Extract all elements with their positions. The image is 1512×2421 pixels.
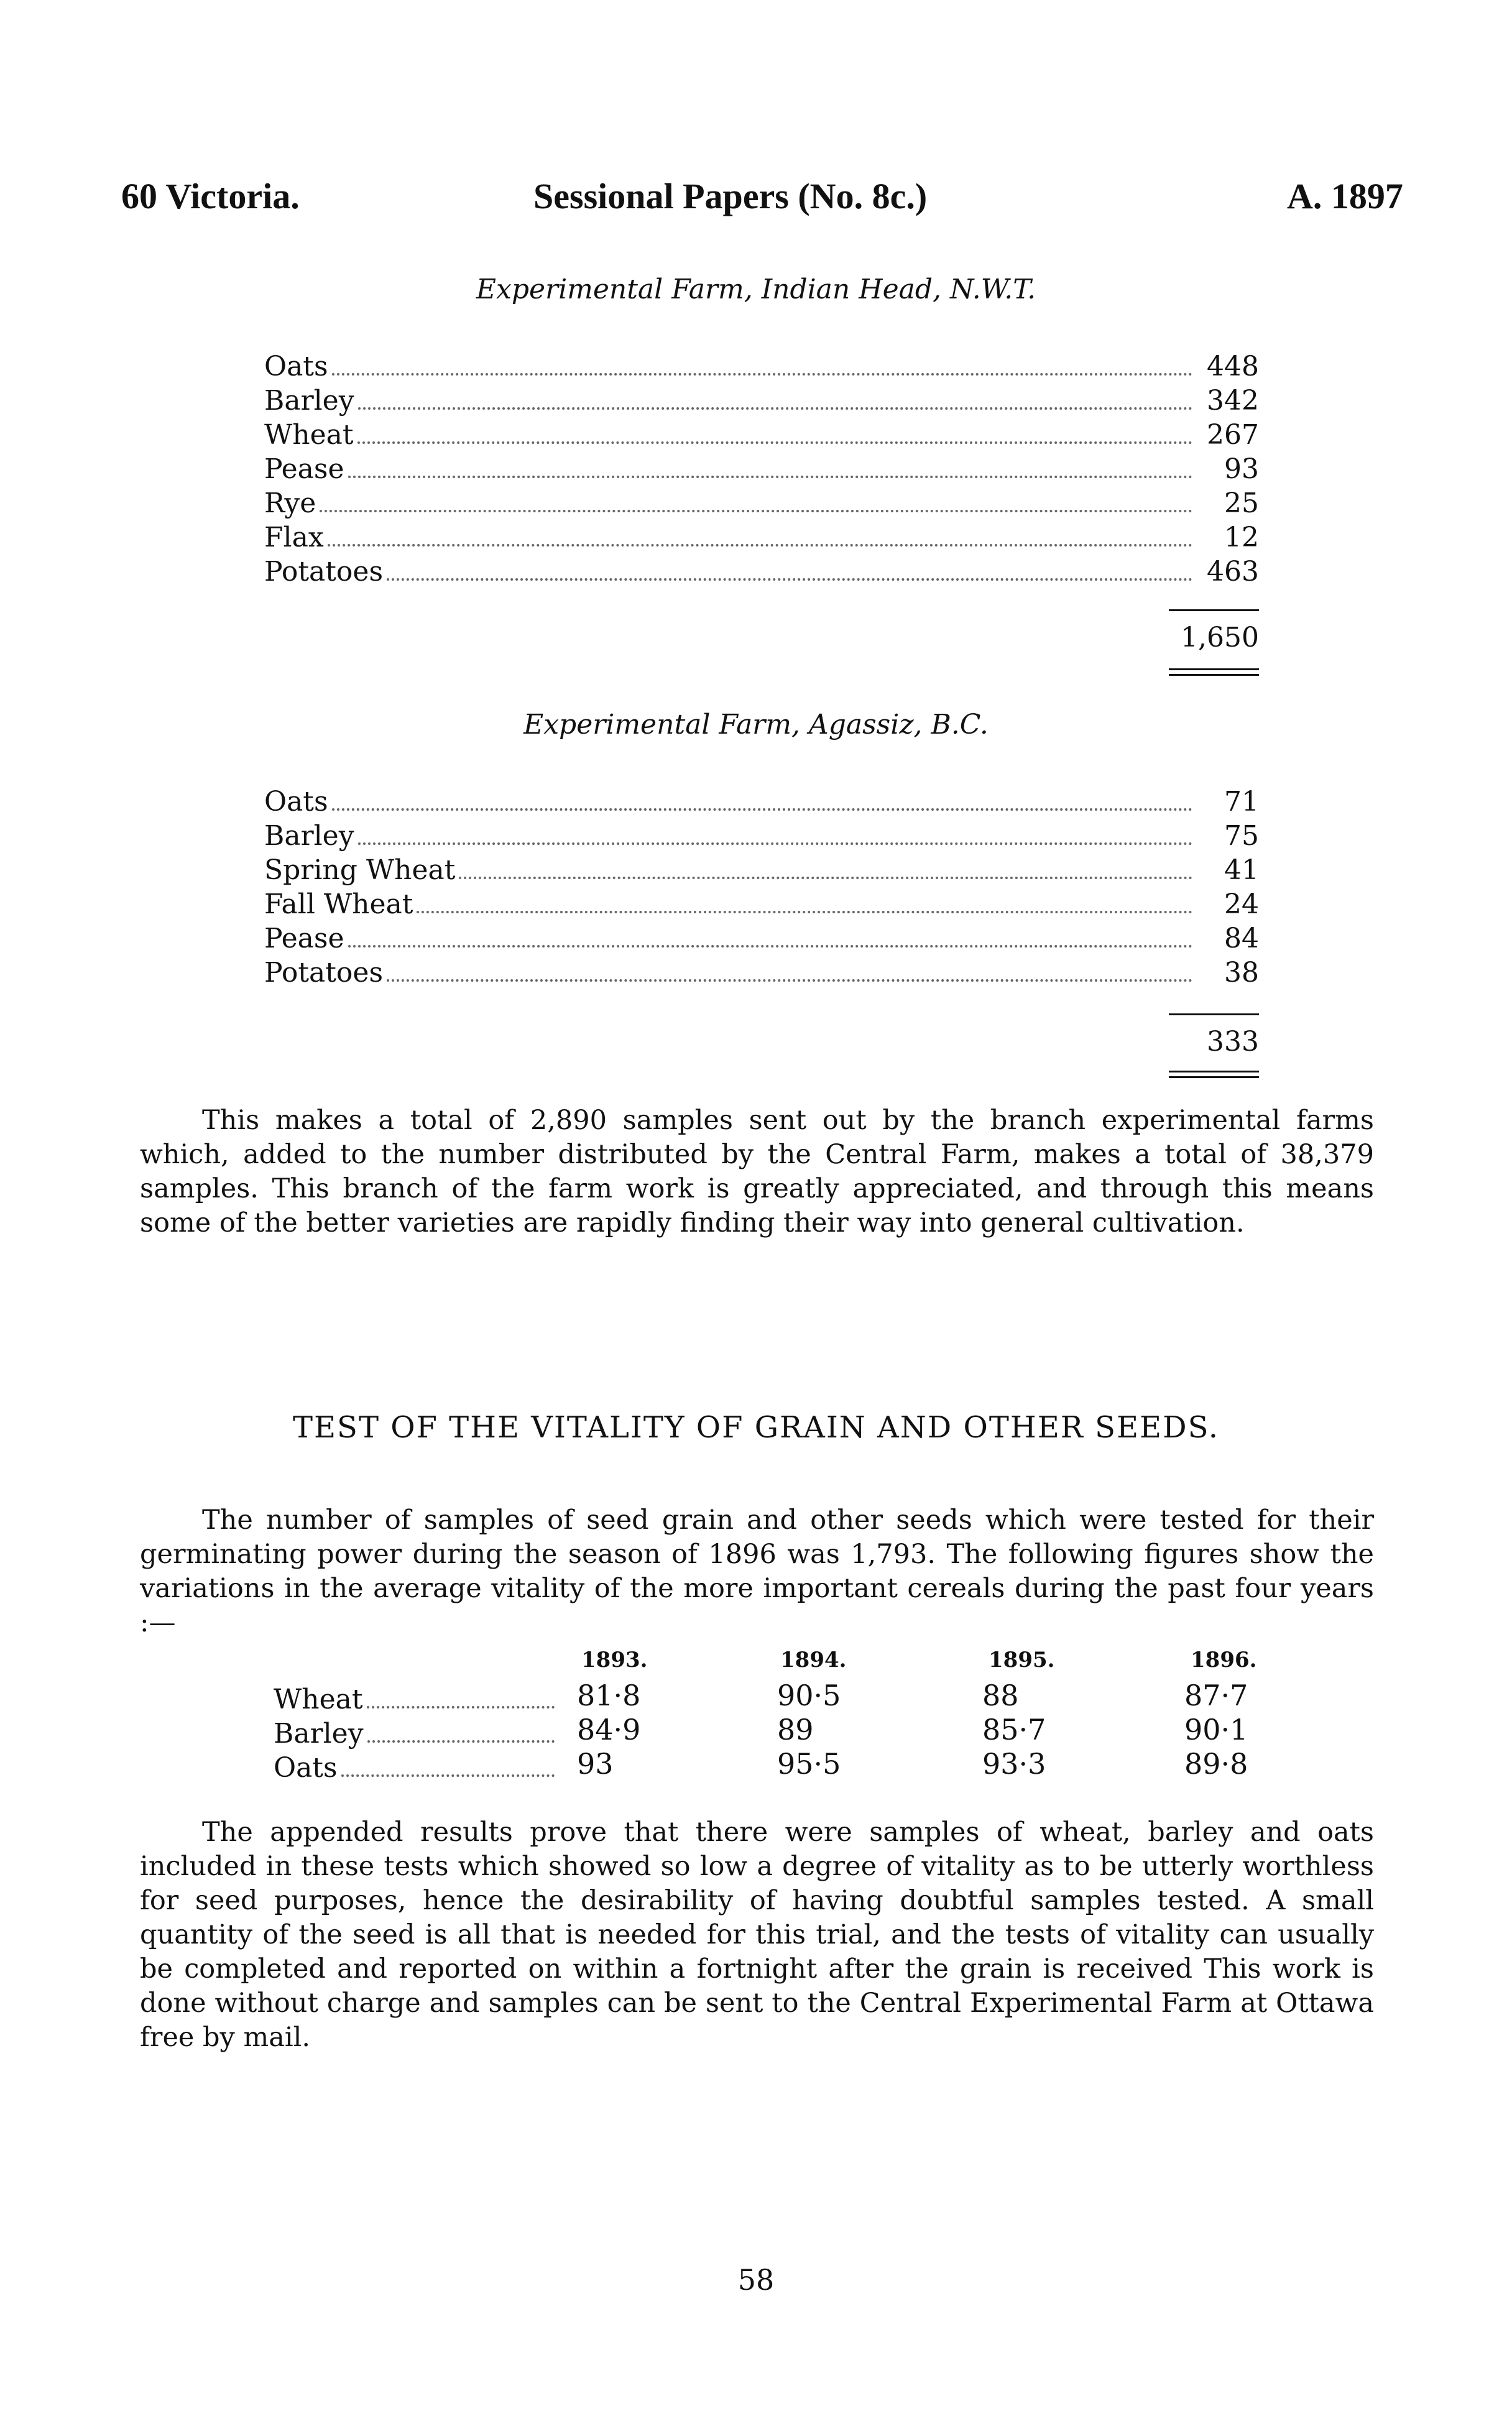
item-name: Pease — [264, 453, 344, 485]
total-double-rule — [1169, 1071, 1259, 1078]
year-header: 1895. — [989, 1648, 1055, 1672]
table-cell: 85·7 — [982, 1713, 1046, 1746]
item-name: Pease — [264, 923, 344, 954]
table-cell: 90·5 — [777, 1679, 841, 1712]
item-value: 71 — [1224, 786, 1259, 818]
item-value: 463 — [1207, 556, 1259, 588]
item-value: 38 — [1224, 957, 1259, 989]
item-name: Wheat — [264, 419, 354, 451]
table-cell: 88 — [982, 1679, 1019, 1712]
item-name: Flax — [264, 522, 324, 553]
year-header: 1896. — [1191, 1648, 1257, 1672]
list-item — [264, 452, 1259, 486]
item-value: 448 — [1207, 351, 1259, 382]
item-value: 84 — [1224, 923, 1259, 954]
list-item — [264, 418, 1259, 452]
item-value: 342 — [1207, 385, 1259, 417]
item-name: Spring Wheat — [264, 854, 456, 886]
item-name: Fall Wheat — [264, 888, 413, 920]
table-cell: 84·9 — [577, 1713, 641, 1746]
sum-rule — [1169, 1013, 1259, 1015]
table-row-label — [274, 1684, 560, 1716]
item-name: Barley — [264, 385, 354, 417]
header-center: Sessional Papers (No. 8c.) — [533, 176, 928, 216]
list-item — [264, 956, 1259, 990]
item-value: 25 — [1224, 487, 1259, 519]
header-right: A. 1897 — [1287, 176, 1403, 216]
row-name: Barley — [274, 1718, 364, 1750]
indian-head-total: 1,650 — [1181, 622, 1259, 653]
item-value: 267 — [1207, 419, 1259, 451]
item-name: Barley — [264, 820, 354, 852]
list-item — [264, 887, 1259, 921]
year-header: 1894. — [780, 1648, 847, 1672]
item-name: Rye — [264, 487, 316, 519]
item-value: 12 — [1224, 522, 1259, 553]
row-name: Wheat — [274, 1684, 363, 1715]
indian-head-list — [264, 349, 1259, 589]
list-item — [264, 819, 1259, 853]
list-item — [264, 520, 1259, 555]
list-item — [264, 785, 1259, 819]
vitality-heading: TEST OF THE VITALITY OF GRAIN AND OTHER SEEDS. — [293, 1410, 1219, 1445]
list-item — [264, 486, 1259, 520]
list-item — [264, 555, 1259, 589]
item-name: Oats — [264, 786, 328, 818]
total-double-rule — [1169, 668, 1259, 676]
table-cell: 89·8 — [1184, 1747, 1248, 1781]
item-name: Potatoes — [264, 957, 384, 989]
agassiz-title: Experimental Farm, Agassiz, B.C. — [523, 709, 989, 740]
list-item — [264, 921, 1259, 956]
row-name: Oats — [274, 1752, 338, 1784]
item-value: 75 — [1224, 820, 1259, 852]
table-cell: 87·7 — [1184, 1679, 1248, 1712]
indian-head-title: Experimental Farm, Indian Head, N.W.T. — [476, 274, 1036, 305]
agassiz-list — [264, 785, 1259, 990]
table-cell: 89 — [777, 1713, 814, 1746]
agassiz-total: 333 — [1207, 1026, 1259, 1058]
table-row-label — [274, 1718, 560, 1750]
vitality-conclusion: The appended results prove that there were samples of wheat, barley and oats included in these tests which showed so low a degree of vitality as to be utterly worthless for seed purposes, hence the desirability of having doubtful samples tested. A small quantity of the seed is all that is needed for this trial, and the tests of vitality can usually be completed and reported on within a fortnight after the grain is received This work is done without charge and samples can be sent to the Central Experimental Farm at Ottawa free by mail. — [140, 1817, 1374, 2053]
table-cell: 90·1 — [1184, 1713, 1248, 1746]
list-item — [264, 853, 1259, 887]
year-header: 1893. — [581, 1648, 648, 1672]
item-value: 24 — [1224, 888, 1259, 920]
page-number: 58 — [737, 2263, 775, 2297]
table-row-label — [274, 1752, 560, 1784]
vitality-intro: The number of samples of seed grain and other seeds which were tested for their germinating power during the season of 1896 was 1,793. The following figures show the variations in the average vitality of the more important cereals during the past four years :— — [140, 1505, 1374, 1638]
item-value: 93 — [1224, 453, 1259, 485]
table-cell: 93 — [577, 1747, 614, 1781]
header-left: 60 Victoria. — [121, 176, 300, 216]
item-value: 41 — [1224, 854, 1259, 886]
item-name: Oats — [264, 351, 328, 382]
table-cell: 81·8 — [577, 1679, 641, 1712]
table-cell: 93·3 — [982, 1747, 1046, 1781]
list-item — [264, 349, 1259, 384]
total-paragraph: This makes a total of 2,890 samples sent out by the branch experimental farms which, added to the number distributed by the Central Farm, makes a total of 38,379 samples. This branch of the farm work is greatly appreciated, and through this means some of the better varieties are rapidly finding their way into general cultivation. — [140, 1105, 1374, 1238]
sum-rule — [1169, 609, 1259, 611]
table-cell: 95·5 — [777, 1747, 841, 1781]
list-item — [264, 384, 1259, 418]
item-name: Potatoes — [264, 556, 384, 588]
